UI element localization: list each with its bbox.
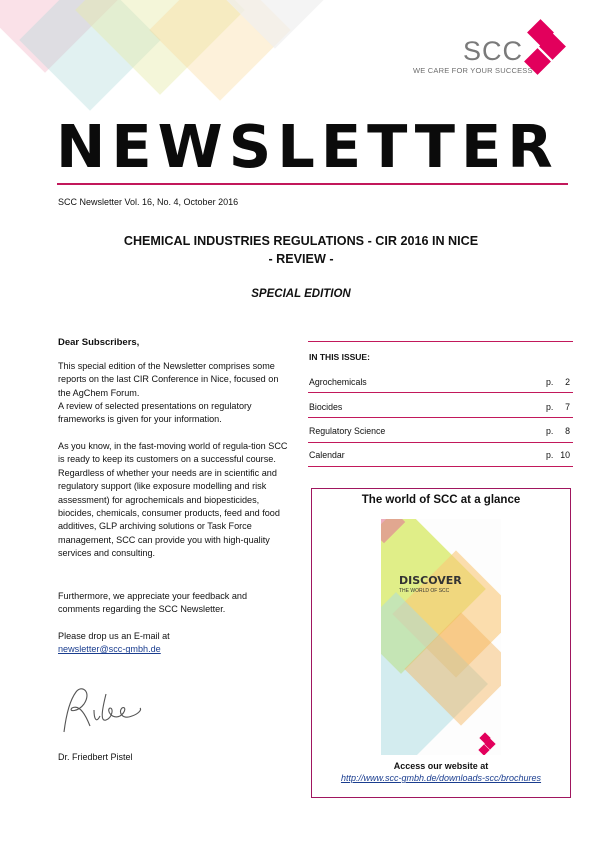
brochure-url-link[interactable]: http://www.scc-gmbh.de/downloads-scc/brochures [340, 773, 542, 783]
headline [60, 232, 542, 268]
website-access-label: Access our website at [393, 761, 489, 771]
brochure-title: The world of SCC at a glance [361, 494, 521, 506]
contact-intro: Please drop us an E-mail at [58, 631, 170, 641]
newsletter-title: NEWSLETTER [56, 112, 559, 181]
toc-item-page: 10 [560, 450, 570, 460]
intro-paragraph: This special edition of the Newsletter comprises some reports on the last CIR Conference in Nice, focused on the AgChem Forum. [58, 361, 279, 398]
toc-item-page-prefix: p. [546, 450, 554, 460]
toc-item-page: 8 [565, 426, 570, 436]
headline-line2: - REVIEW - [268, 252, 334, 266]
signer-name: Dr. Friedbert Pistel [58, 752, 133, 762]
special-edition-label: SPECIAL EDITION [251, 288, 351, 300]
body-paragraph: As you know, in the fast-moving world of regula-tion SCC is ready to keep its customers on a successful course. Regardless of whether your needs are in scientific and regulatory support (like exposure modelling and risk assessment) for agrochemicals and biopesticides, biocides, chemicals, consumer products, feed and food additives, GLP archiving solutions or Task Force management, SCC can provide you with high-quality services and consulting. [58, 441, 288, 559]
intro-paragraph-2: A review of selected presentations on regulatory frameworks is given for your information. [58, 401, 252, 425]
email-link[interactable]: newsletter@scc-gmbh.de [58, 644, 161, 655]
headline-line1: CHEMICAL INDUSTRIES REGULATIONS - CIR 2016 IN NICE [123, 234, 479, 248]
toc-item-title: Calendar [309, 450, 345, 460]
toc-item-title: Biocides [309, 402, 343, 412]
toc-divider [308, 341, 573, 342]
toc-item-page-prefix: p. [546, 377, 554, 387]
toc-heading: IN THIS ISSUE: [309, 352, 370, 362]
toc-item-page: 2 [565, 377, 570, 387]
toc-item-page: 7 [565, 402, 570, 412]
toc-item-page-prefix: p. [546, 402, 554, 412]
toc-item-title: Agrochemicals [309, 377, 367, 387]
issue-info: SCC Newsletter Vol. 16, No. 4, October 2016 [58, 197, 239, 207]
signature [56, 686, 146, 742]
toc-divider [308, 442, 573, 443]
toc-divider [308, 417, 573, 418]
logo-text: SCC [463, 36, 524, 66]
salutation: Dear Subscribers, [58, 337, 140, 348]
toc-item-title: Regulatory Science [309, 426, 386, 436]
toc-divider [308, 392, 573, 393]
toc-divider [308, 466, 573, 467]
feedback-paragraph: Furthermore, we appreciate your feedback and comments regarding the SCC Newsletter. [58, 591, 248, 615]
cover-subtitle: THE WORLD OF SCC [399, 588, 450, 594]
toc-item-page-prefix: p. [546, 426, 554, 436]
logo-tagline: WE CARE FOR YOUR SUCCESS [413, 66, 533, 75]
brochure-cover-image[interactable] [381, 519, 501, 755]
cover-title: DISCOVER [399, 574, 462, 587]
title-divider [57, 183, 568, 185]
contact-paragraph [58, 630, 290, 657]
